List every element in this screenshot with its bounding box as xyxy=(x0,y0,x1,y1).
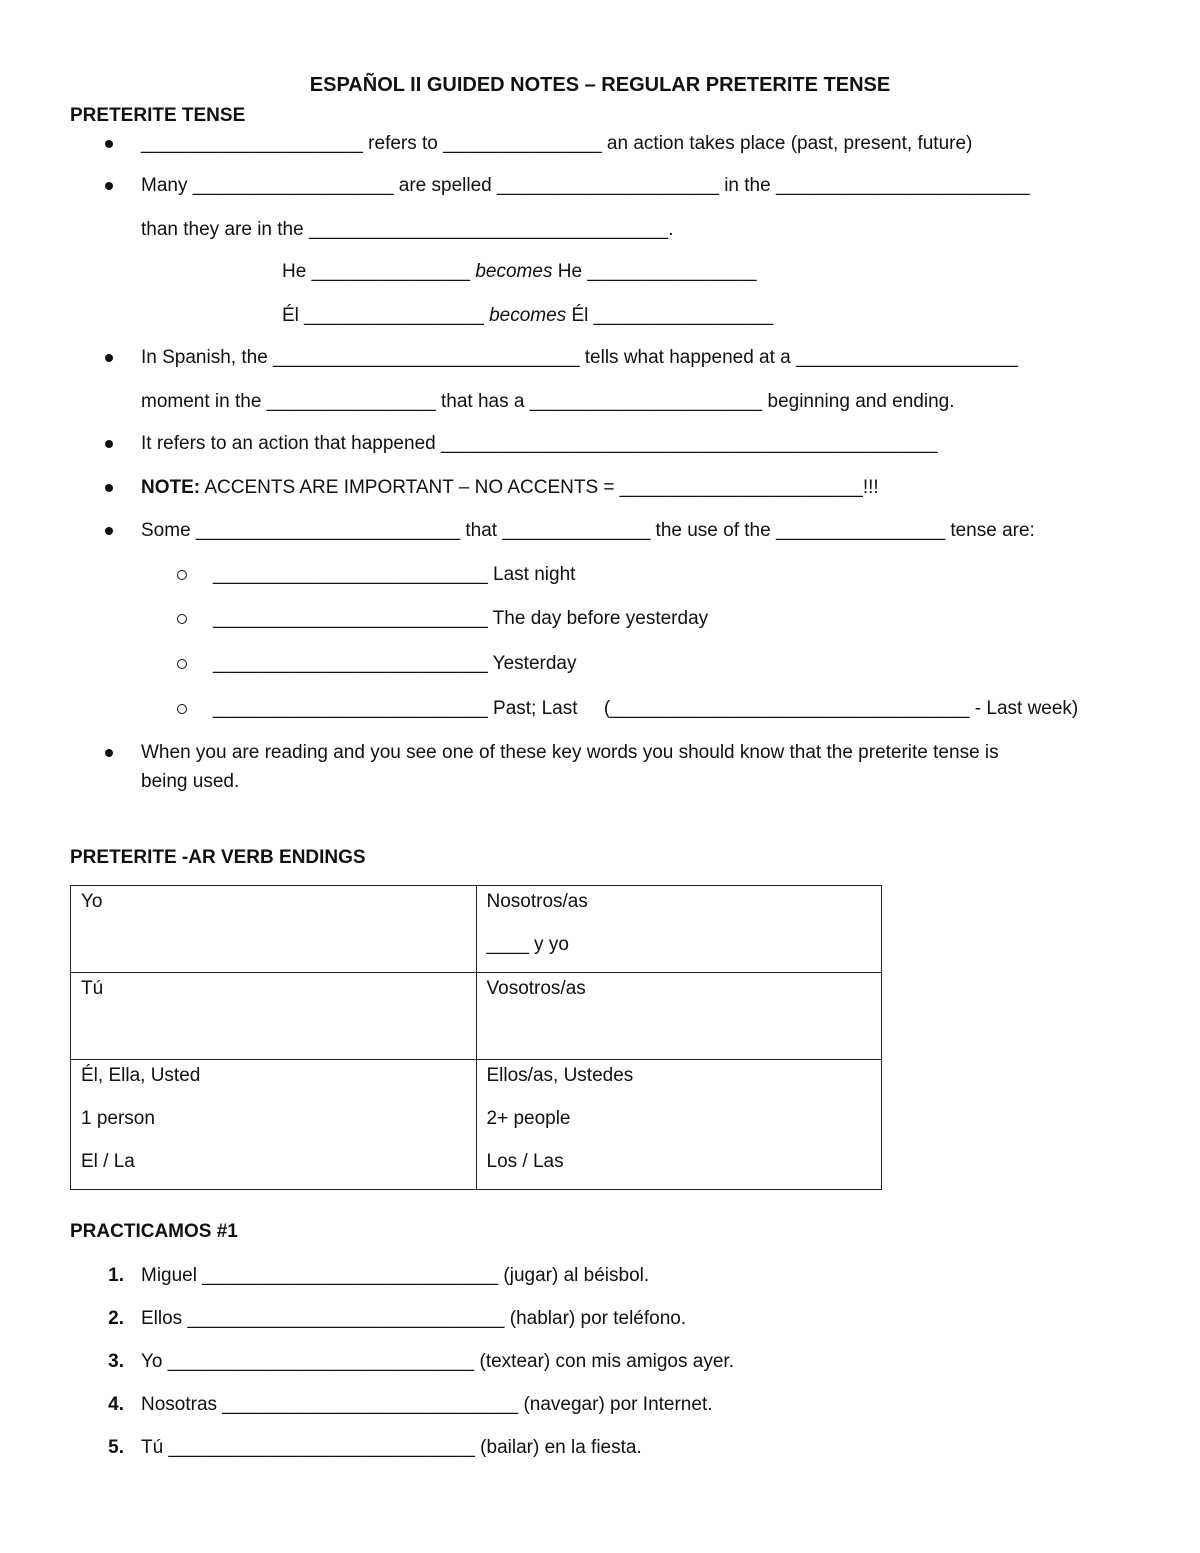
note-line-reading-cont: being used. xyxy=(141,771,240,792)
note-line-definition: _____________________ refers to _______________ an action takes place (past, present, future) xyxy=(141,133,973,154)
keyword-item: __________________________ Past; Last (__________________________________ - Last week) xyxy=(213,698,1079,719)
example-el-becomes: becomes xyxy=(489,305,567,326)
table-row xyxy=(71,886,882,973)
bullet-icon xyxy=(105,527,113,535)
bullet-icon xyxy=(105,440,113,448)
note-line-spanish: In Spanish, the _____________________________ tells what happened at a _____________________ xyxy=(141,347,1018,368)
practice-item: Yo _____________________________ (textear) con mis amigos ayer. xyxy=(141,1351,734,1372)
cell-line: Vosotros/as xyxy=(486,978,586,999)
section-heading-practice: PRACTICAMOS #1 xyxy=(70,1221,238,1242)
bullet-icon xyxy=(105,182,113,190)
table-cell xyxy=(71,973,477,1060)
example-he-becomes: becomes xyxy=(475,261,553,282)
keyword-item: __________________________ The day before yesterday xyxy=(213,608,709,629)
bullet-icon xyxy=(105,749,113,757)
section-heading-preterite: PRETERITE TENSE xyxy=(70,105,246,126)
example-he-start: He _______________ xyxy=(282,261,476,282)
cell-line xyxy=(487,1016,872,1059)
note-line-keywords: Some _________________________ that ______________ the use of the ________________ tense are: xyxy=(141,520,1035,541)
sub-bullet-icon xyxy=(177,570,187,580)
sub-bullet-icon xyxy=(177,659,187,669)
cell-line: ____ y yo xyxy=(486,934,569,955)
cell-line: 1 person xyxy=(81,1108,155,1129)
example-he-end: He ________________ xyxy=(552,261,757,282)
cell-line: 2+ people xyxy=(486,1108,571,1129)
sub-bullet-icon xyxy=(177,704,187,714)
practice-item: Nosotras ____________________________ (navegar) por Internet. xyxy=(141,1394,713,1415)
table-cell xyxy=(476,886,882,973)
practice-number: 3. xyxy=(108,1351,124,1372)
section-heading-endings: PRETERITE -AR VERB ENDINGS xyxy=(70,847,366,868)
table-cell xyxy=(71,1060,477,1190)
bullet-icon xyxy=(105,354,113,362)
practice-number: 2. xyxy=(108,1308,124,1329)
example-el xyxy=(282,304,773,328)
table-cell xyxy=(71,886,477,973)
note-line-accents xyxy=(141,476,879,500)
table-row xyxy=(71,1060,882,1190)
cell-line: Nosotros/as xyxy=(486,891,588,912)
example-el-end: Él _________________ xyxy=(566,305,774,326)
cell-line: Ellos/as, Ustedes xyxy=(486,1065,634,1086)
keyword-item: __________________________ Last night xyxy=(213,564,576,585)
cell-line: Yo xyxy=(81,891,103,912)
example-he xyxy=(282,260,756,284)
practice-number: 5. xyxy=(108,1437,124,1458)
cell-line: Los / Las xyxy=(486,1151,564,1172)
note-label: NOTE: xyxy=(141,477,201,498)
cell-line: El / La xyxy=(81,1151,135,1172)
note-line-reading: When you are reading and you see one of these key words you should know that the preterite tense is xyxy=(141,742,999,763)
practice-item: Ellos ______________________________ (hablar) por teléfono. xyxy=(141,1308,687,1329)
note-line-spelling: Many ___________________ are spelled _____________________ in the ________________________ xyxy=(141,175,1030,196)
cell-line xyxy=(81,1016,466,1059)
practice-number: 4. xyxy=(108,1394,124,1415)
bullet-icon xyxy=(105,140,113,148)
cell-line: Tú xyxy=(81,978,104,999)
example-el-start: Él _________________ xyxy=(282,305,490,326)
practice-item: Miguel ____________________________ (jugar) al béisbol. xyxy=(141,1265,650,1286)
keyword-item: __________________________ Yesterday xyxy=(213,653,577,674)
practice-item: Tú _____________________________ (bailar) en la fiesta. xyxy=(141,1437,642,1458)
note-line-spelling-cont: than they are in the __________________________________. xyxy=(141,219,674,240)
practice-number: 1. xyxy=(108,1265,124,1286)
note-text: ACCENTS ARE IMPORTANT – NO ACCENTS = _______________________!!! xyxy=(200,477,879,498)
table-cell xyxy=(476,1060,882,1190)
note-line-happened: It refers to an action that happened _______________________________________________ xyxy=(141,433,938,454)
sub-bullet-icon xyxy=(177,614,187,624)
page-title: ESPAÑOL II GUIDED NOTES – REGULAR PRETERITE TENSE xyxy=(309,74,891,96)
note-line-spanish-cont: moment in the ________________ that has a ______________________ beginning and ending. xyxy=(141,391,955,412)
table-cell xyxy=(476,973,882,1060)
table-row xyxy=(71,973,882,1060)
cell-line xyxy=(81,929,466,972)
bullet-icon xyxy=(105,484,113,492)
verb-endings-table xyxy=(70,885,882,1190)
cell-line: Él, Ella, Usted xyxy=(81,1065,201,1086)
